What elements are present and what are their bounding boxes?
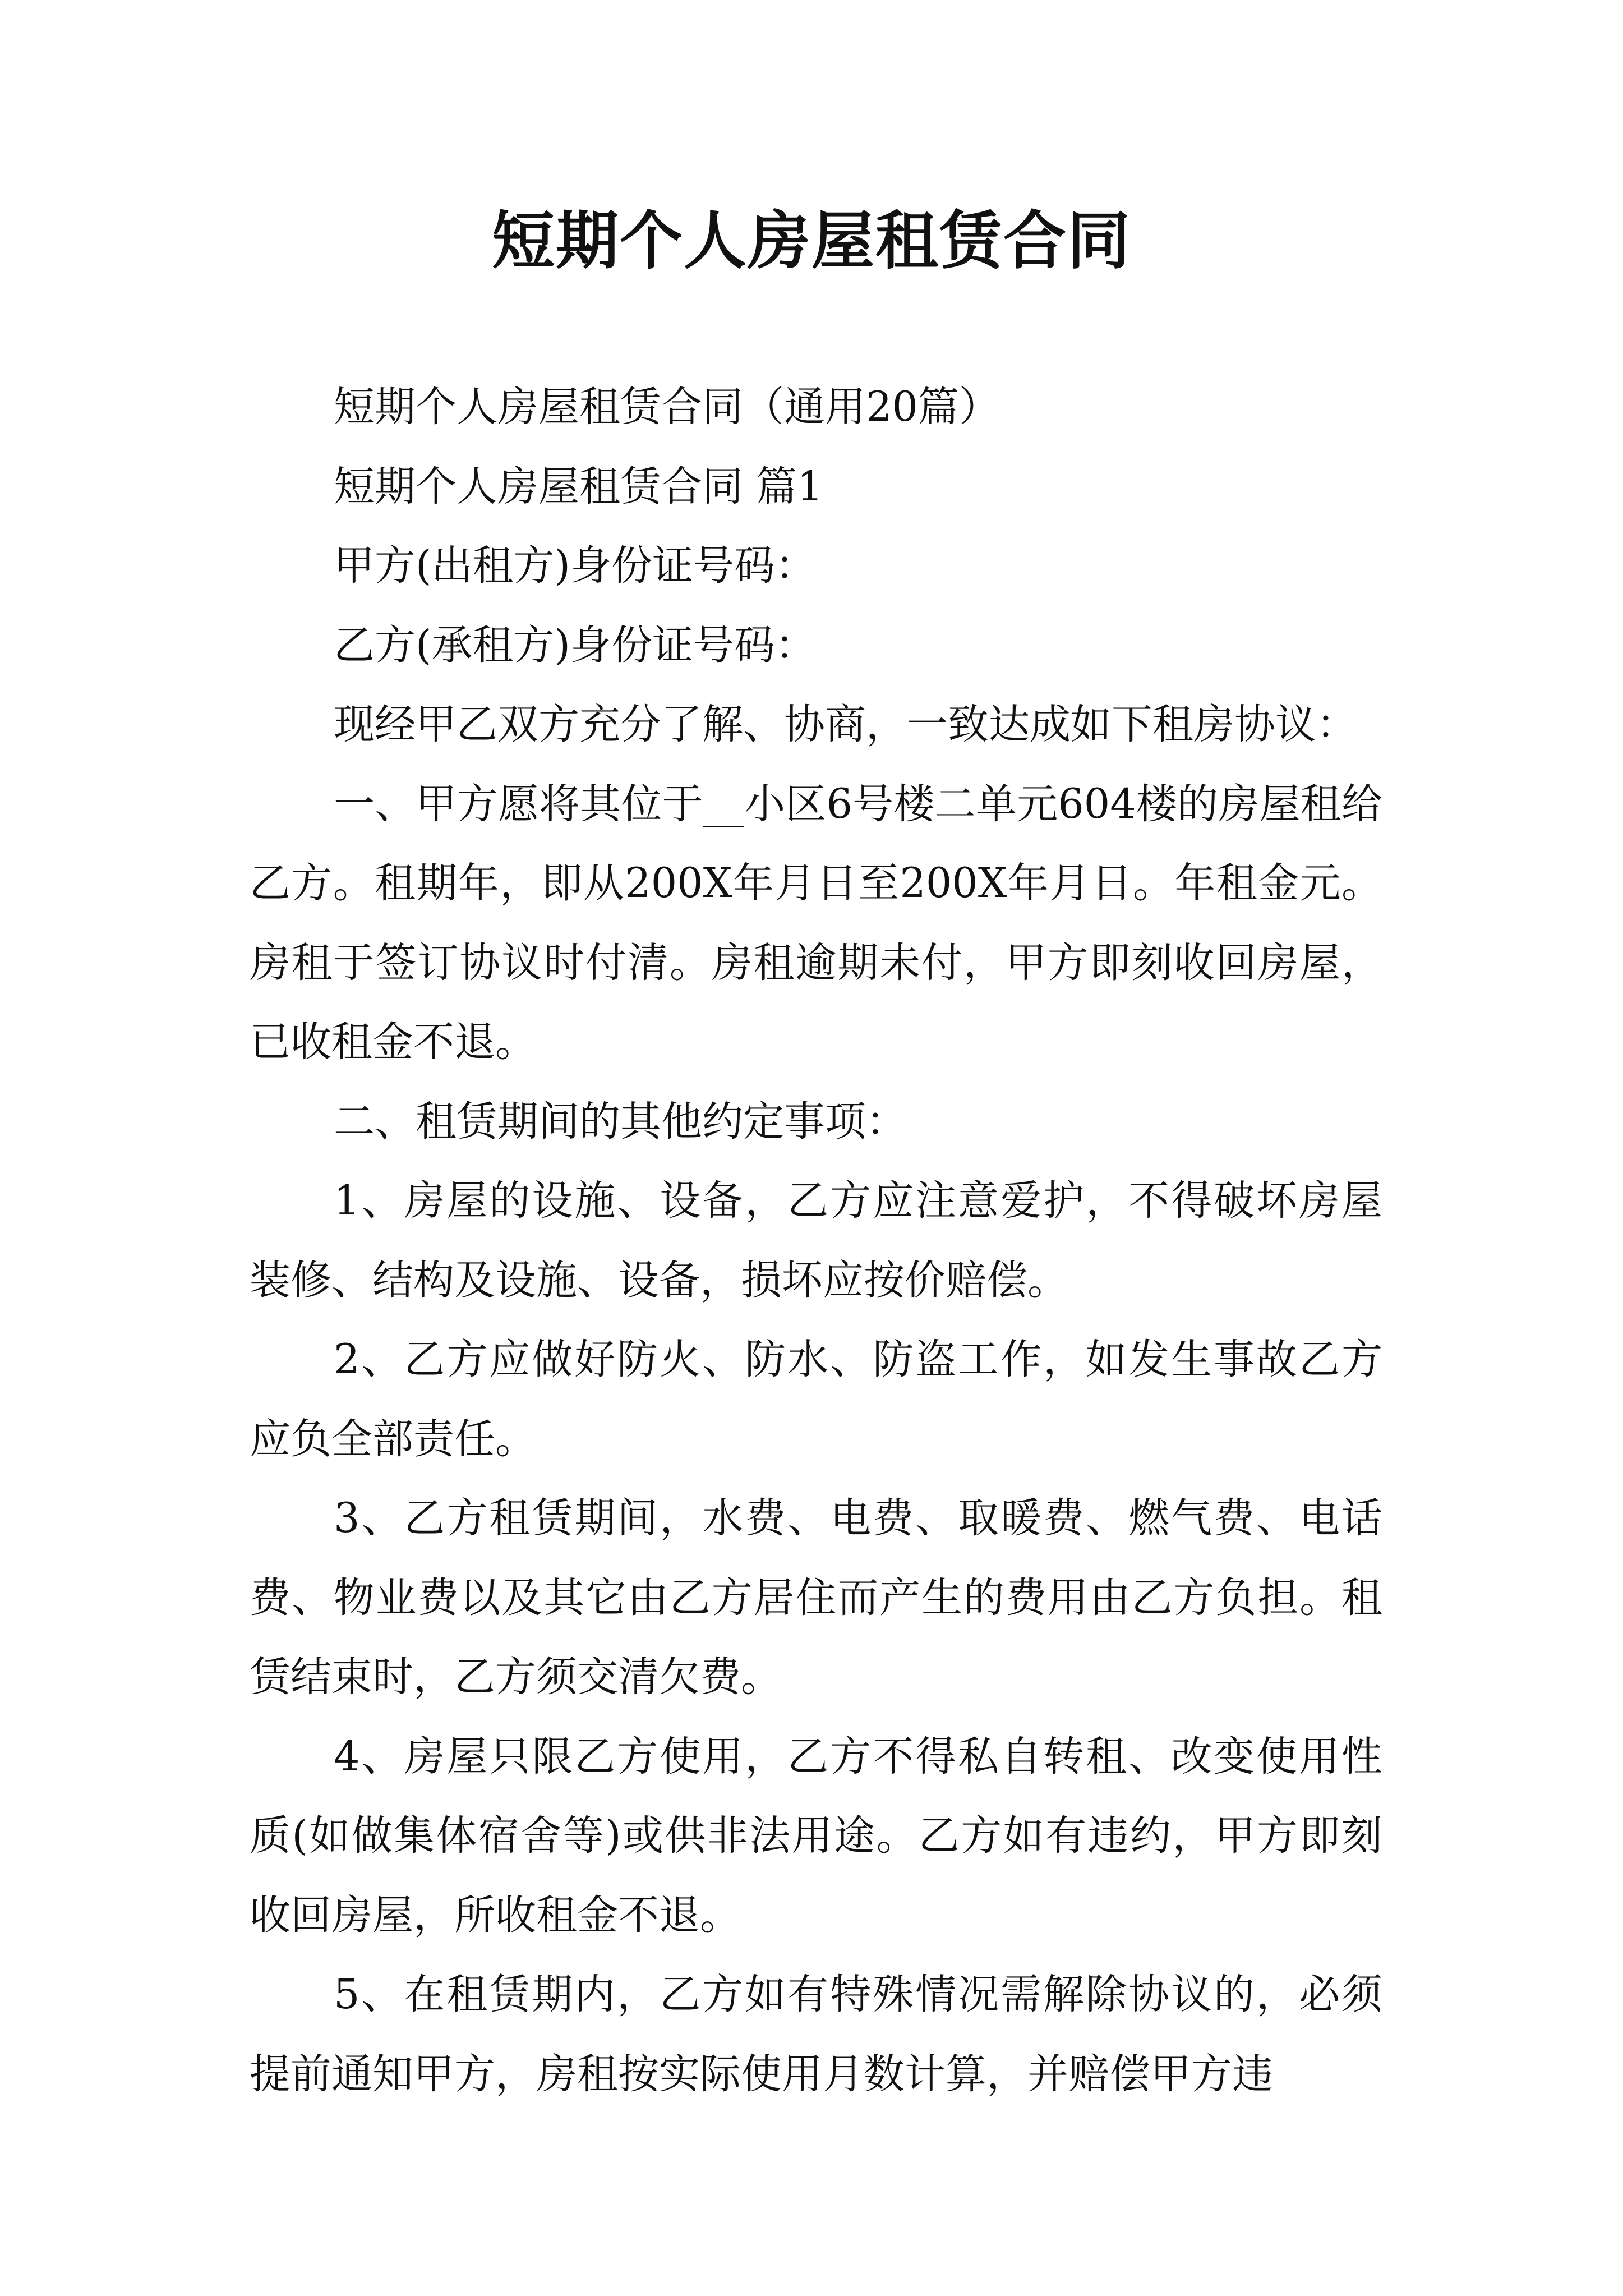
paragraph-item-4: 4、房屋只限乙方使用，乙方不得私自转租、改变使用性质(如做集体宿舍等)或供非法用途。乙方如有违约，甲方即刻收回房屋，所收租金不退。	[250, 1732, 1382, 1939]
paragraph-item-2: 2、乙方应做好防火、防水、防盗工作，如发生事故乙方应负全部责任。	[250, 1336, 1382, 1463]
paragraph-item-5: 5、在租赁期内，乙方如有特殊情况需解除协议的，必须提前通知甲方，房租按实际使用月数计算，并赔偿甲方违	[250, 1971, 1382, 2098]
paragraph-party-b: 乙方(承租方)身份证号码：	[334, 621, 816, 669]
paragraph-clause-1: 一、甲方愿将其位于__小区6号楼二单元604楼的房屋租给乙方。租期年，即从200X年月日至200X年月日。年租金元。房租于签订协议时付清。房租逾期未付，甲方即刻收回房屋，已收租金不退。	[250, 780, 1382, 1066]
paragraph-subtitle: 短期个人房屋租赁合同（通用20篇）	[334, 383, 1000, 431]
document-title: 短期个人房屋租赁合同	[492, 204, 1131, 278]
paragraph-item-1: 1、房屋的设施、设备，乙方应注意爱护，不得破坏房屋装修、结构及设施、设备，损坏应按价赔偿。	[250, 1177, 1382, 1304]
document-body	[250, 367, 1382, 2114]
paragraph-item-3: 3、乙方租赁期间，水费、电费、取暖费、燃气费、电话费、物业费以及其它由乙方居住而产生的费用由乙方负担。租赁结束时，乙方须交清欠费。	[250, 1494, 1382, 1701]
paragraph-section-heading: 短期个人房屋租赁合同 篇1	[334, 462, 823, 510]
paragraph-intro: 现经甲乙双方充分了解、协商，一致达成如下租房协议：	[334, 701, 1357, 748]
paragraph-party-a: 甲方(出租方)身份证号码：	[334, 542, 816, 590]
paragraph-clause-2-heading: 二、租赁期间的其他约定事项：	[334, 1097, 907, 1145]
